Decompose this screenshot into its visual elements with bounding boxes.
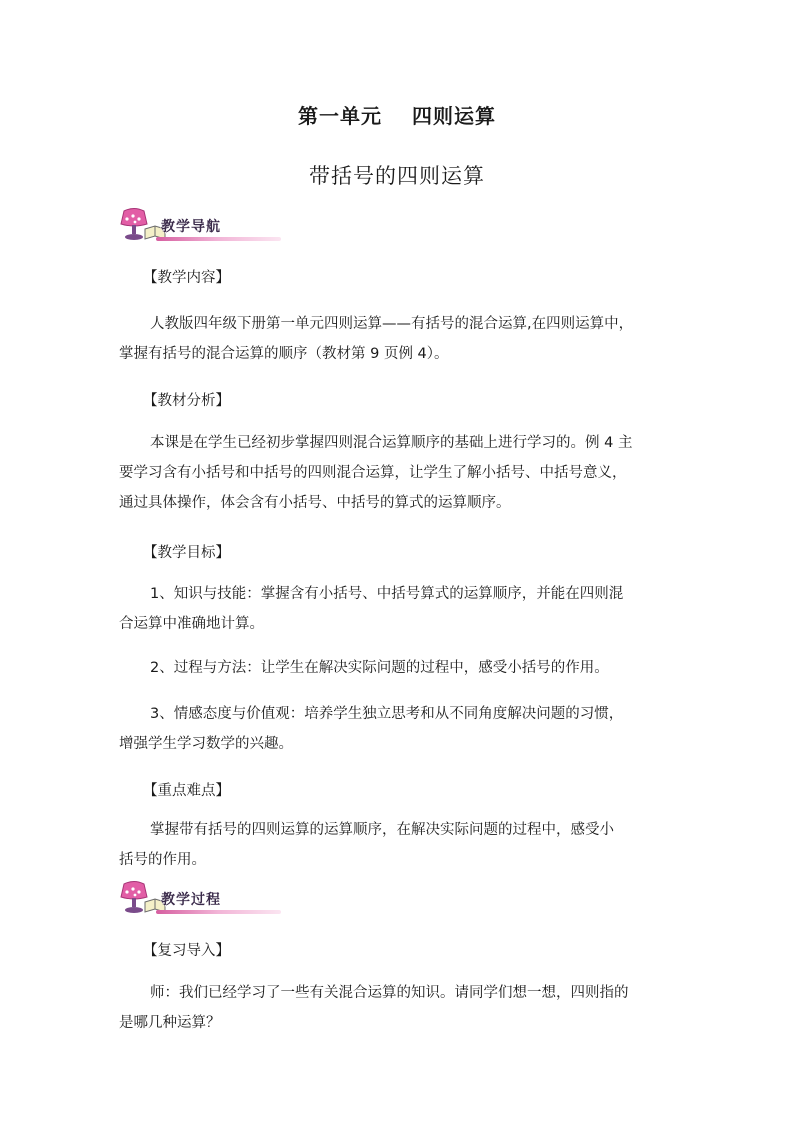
text-line: 通过具体操作，体会含有小括号、中括号的算式的运算顺序。 (119, 495, 511, 511)
paragraph-goal-1 (119, 579, 679, 639)
paragraph-analysis (119, 428, 679, 518)
section-badge-nav (116, 207, 266, 241)
paragraph-content (119, 309, 679, 369)
paragraph-goal-3 (119, 699, 679, 759)
text-line: 师：我们已经学习了一些有关混合运算的知识。请同学们想一想，四则指的 (150, 985, 629, 1001)
badge-underline (156, 237, 281, 241)
text-line: 人教版四年级下册第一单元四则运算——有括号的混合运算,在四则运算中， (150, 316, 634, 332)
text-line: 要学习含有小括号和中括号的四则混合运算，让学生了解小括号、中括号意义， (119, 465, 627, 481)
text-line: 2、过程与方法：让学生在解决实际问题的过程中，感受小括号的作用。 (150, 660, 609, 676)
text-line: 掌握有括号的混合运算的顺序（教材第 9 页例 4）。 (119, 346, 449, 362)
badge-underline (156, 910, 281, 914)
section-badge-process (116, 880, 266, 914)
section-badge-process-label: 教学过程 (161, 892, 221, 908)
unit-title (0, 100, 794, 129)
text-line: 增强学生学习数学的兴趣。 (119, 736, 293, 752)
text-line: 合运算中准确地计算。 (119, 616, 264, 632)
paragraph-review (119, 978, 679, 1038)
unit-title-topic: 四则运算 (412, 104, 496, 128)
unit-title-unit: 第一单元 (298, 104, 382, 128)
lesson-title: 带括号的四则运算 (309, 164, 485, 188)
heading-content: 【教学内容】 (143, 270, 230, 286)
heading-review: 【复习导入】 (143, 943, 230, 959)
text-line: 1、知识与技能：掌握含有小括号、中括号算式的运算顺序，并能在四则混 (150, 586, 624, 602)
text-line: 是哪几种运算？ (119, 1015, 221, 1031)
text-line: 括号的作用。 (119, 852, 206, 868)
paragraph-keypoints (119, 815, 679, 875)
heading-goals: 【教学目标】 (143, 545, 230, 561)
section-badge-nav-label: 教学导航 (161, 219, 221, 235)
heading-analysis: 【教材分析】 (143, 393, 230, 409)
text-line: 3、情感态度与价值观：培养学生独立思考和从不同角度解决问题的习惯， (150, 706, 624, 722)
text-line: 掌握带有括号的四则运算的运算顺序，在解决实际问题的过程中，感受小 (150, 822, 614, 838)
text-line: 本课是在学生已经初步掌握四则混合运算顺序的基础上进行学习的。例 4 主 (150, 435, 633, 451)
paragraph-goal-2 (119, 653, 679, 683)
heading-keypoints: 【重点难点】 (143, 783, 230, 799)
